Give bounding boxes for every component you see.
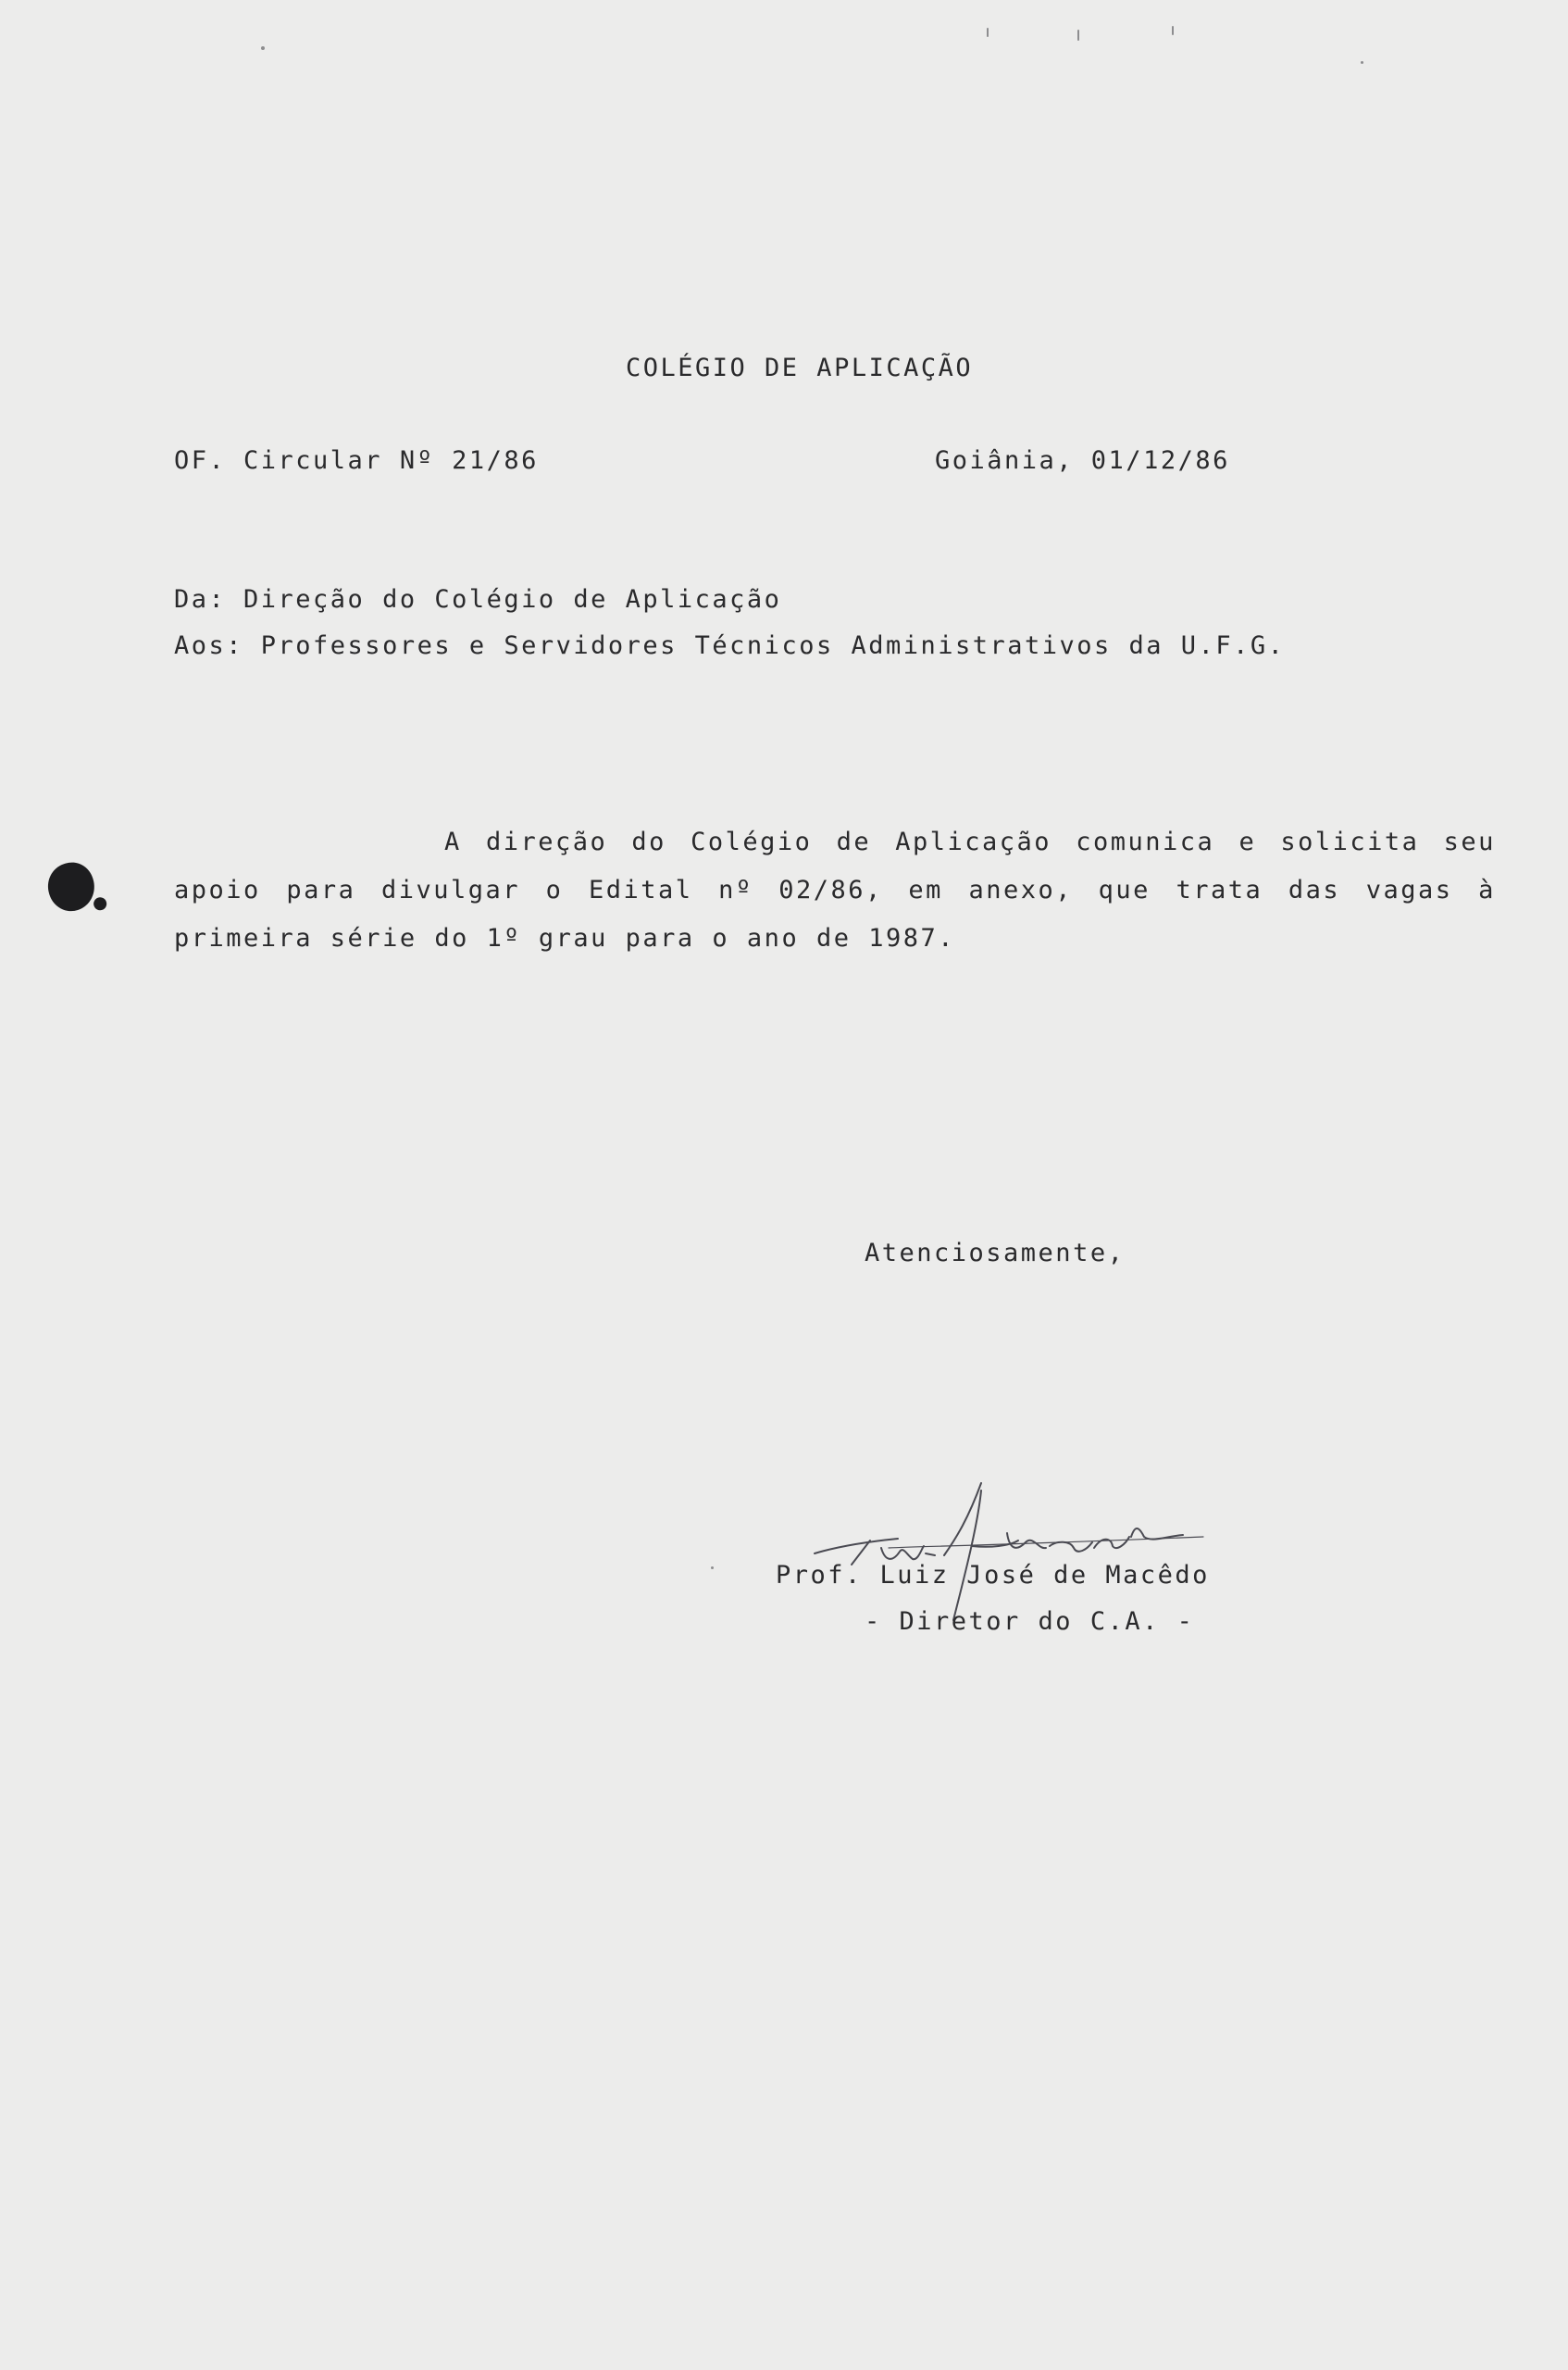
paper-speck [987,28,989,37]
body-word: anexo, [968,876,1074,904]
body-word: Colégio [691,828,813,856]
paper-speck [711,1566,714,1569]
ink-blot [42,857,101,917]
body-line-2 [174,878,1496,903]
from-line: Da: Direção do Colégio de Aplicação [174,585,782,614]
body-word: em [908,876,943,904]
body-word: solicita [1280,828,1420,856]
body-word: apoio [174,876,261,904]
body-word: 02/86, [778,876,883,904]
body-word: que [1098,876,1151,904]
body-word: nº [718,876,753,904]
body-word: e [1238,828,1257,856]
body-word: à [1478,876,1496,904]
body-word: trata [1176,876,1263,904]
body-word: o [545,876,564,904]
signatory-name: Prof. Luiz José de Macêdo [776,1561,1210,1590]
institution-header: COLÉGIO DE APLICAÇÃO [626,354,974,382]
body-word: comunica [1076,828,1215,856]
body-word: das [1288,876,1341,904]
body-word: de [836,828,872,856]
body-word: do [631,828,666,856]
body-word: direção [485,828,608,856]
paper-speck [1361,61,1363,64]
paper-speck [261,46,265,50]
to-line: Aos: Professores e Servidores Técnicos Administrativos da U.F.G. [174,631,1286,660]
body-word: para [286,876,356,904]
body-line-3: primeira série do 1º grau para o ano de 1987. [174,924,955,953]
body-word: A [444,828,462,856]
body-word: Aplicação [895,828,1052,856]
paper-speck [1077,30,1079,41]
body-word: seu [1443,828,1496,856]
reference-number: OF. Circular Nº 21/86 [174,446,539,475]
body-line-1 [444,830,1496,854]
place-date: Goiânia, 01/12/86 [935,446,1230,475]
body-word: Edital [589,876,693,904]
signatory-title: - Diretor do C.A. - [865,1607,1195,1636]
paper-speck [1172,26,1174,35]
body-word: divulgar [381,876,521,904]
body-word: vagas [1365,876,1453,904]
closing: Atenciosamente, [865,1239,1126,1267]
